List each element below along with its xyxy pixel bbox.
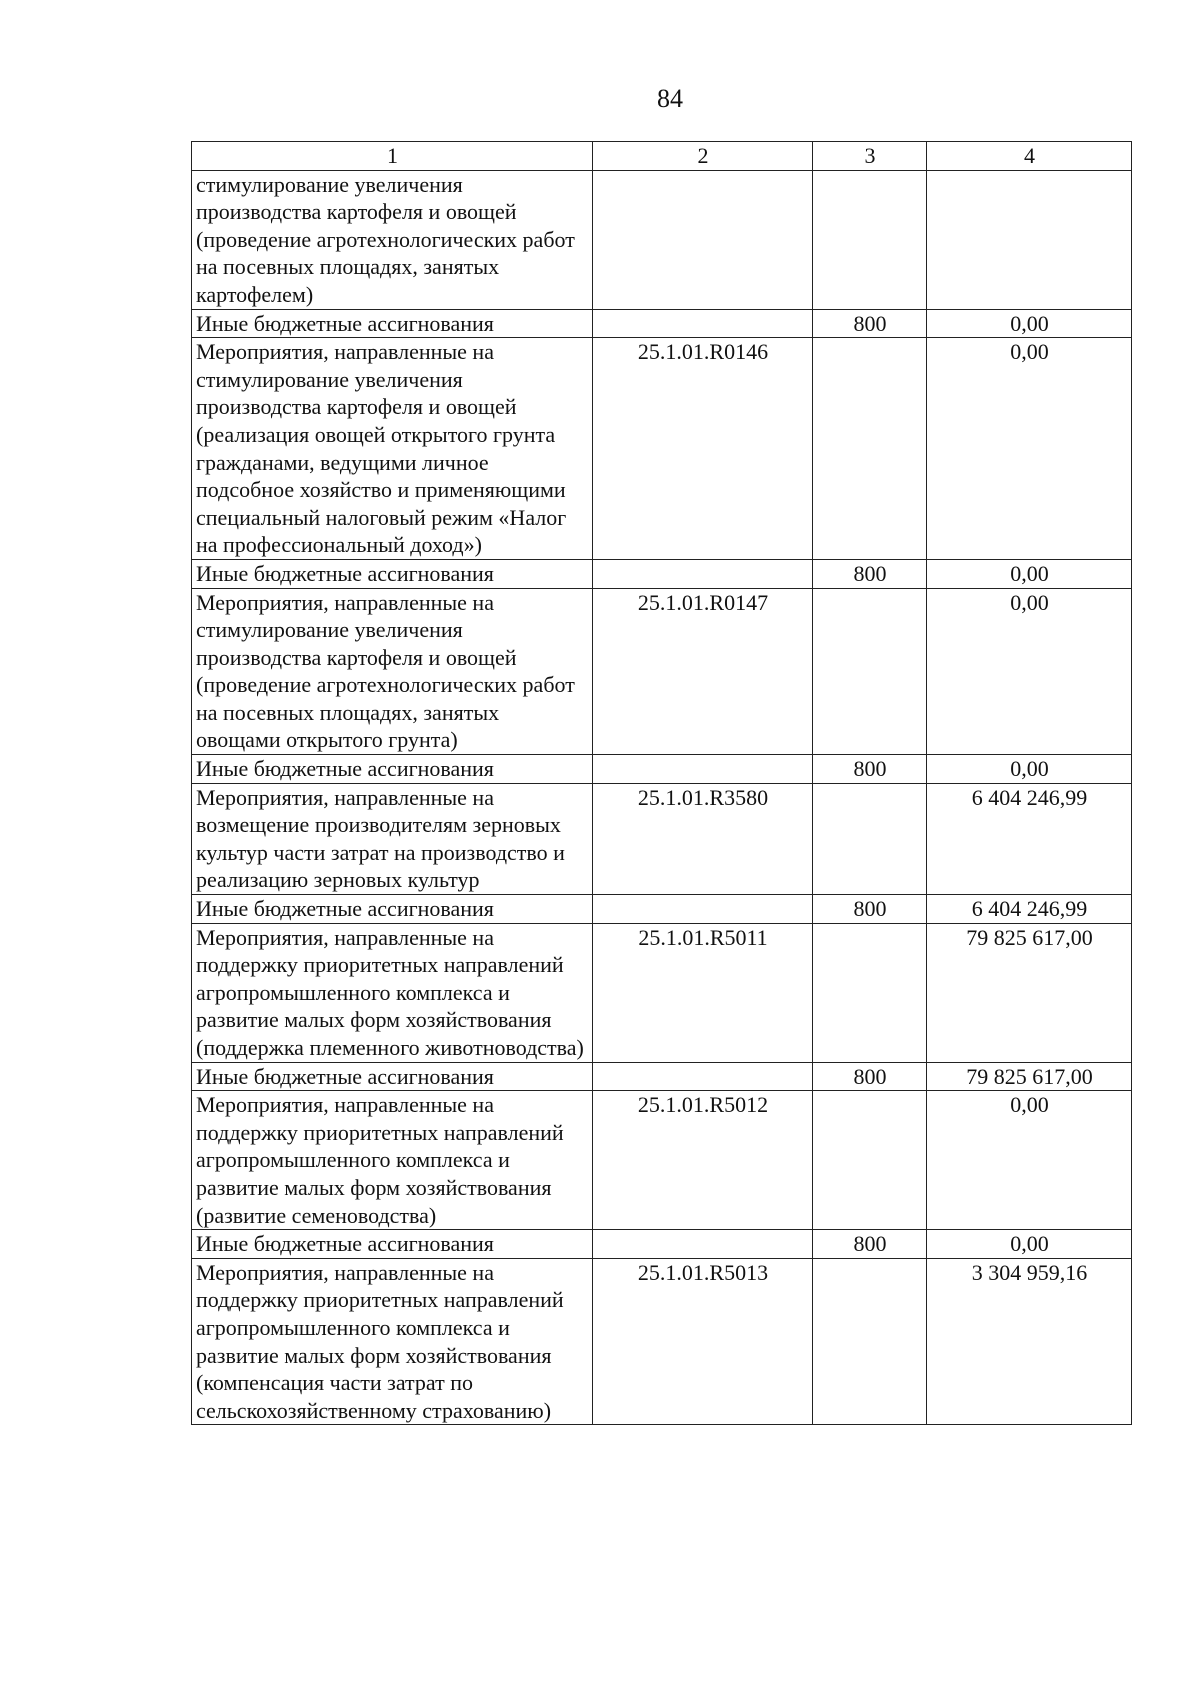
sum-cell: 79 825 617,00 — [927, 1062, 1132, 1091]
table-row — [192, 1258, 1132, 1425]
column-header-3: 3 — [813, 142, 927, 171]
code-cell: 25.1.01.R5012 — [593, 1091, 813, 1230]
sum-cell: 0,00 — [927, 1091, 1132, 1230]
code-cell — [593, 895, 813, 924]
code-cell — [593, 170, 813, 309]
sum-cell: 0,00 — [927, 1230, 1132, 1259]
code-cell — [593, 1062, 813, 1091]
type-cell — [813, 588, 927, 755]
type-cell — [813, 783, 927, 894]
name-cell: Мероприятия, направленные на стимулирование увеличения производства картофеля и овощей (проведение агротехнологических работ на посевных площадях, занятых овощами открытого грунта) — [192, 588, 593, 755]
sum-cell: 0,00 — [927, 309, 1132, 338]
table-row — [192, 1091, 1132, 1230]
code-cell: 25.1.01.R0147 — [593, 588, 813, 755]
code-cell — [593, 559, 813, 588]
type-cell — [813, 1258, 927, 1425]
type-cell: 800 — [813, 559, 927, 588]
table-row — [192, 170, 1132, 309]
code-cell — [593, 1230, 813, 1259]
sum-cell: 3 304 959,16 — [927, 1258, 1132, 1425]
code-cell: 25.1.01.R3580 — [593, 783, 813, 894]
column-header-1: 1 — [192, 142, 593, 171]
sum-cell: 0,00 — [927, 755, 1132, 784]
column-header-4: 4 — [927, 142, 1132, 171]
sum-cell: 6 404 246,99 — [927, 895, 1132, 924]
name-cell: Иные бюджетные ассигнования — [192, 559, 593, 588]
budget-table — [191, 141, 1132, 1425]
name-cell: Мероприятия, направленные на поддержку приоритетных направлений агропромышленного комплекса и развитие малых форм хозяйствования (поддержка племенного животноводства) — [192, 923, 593, 1062]
name-cell: Иные бюджетные ассигнования — [192, 895, 593, 924]
table-row — [192, 338, 1132, 560]
name-cell: Мероприятия, направленные на поддержку приоритетных направлений агропромышленного комплекса и развитие малых форм хозяйствования (компенсация части затрат по сельскохозяйственному страхованию) — [192, 1258, 593, 1425]
name-cell: Мероприятия, направленные на поддержку приоритетных направлений агропромышленного комплекса и развитие малых форм хозяйствования (развитие семеноводства) — [192, 1091, 593, 1230]
table-row — [192, 895, 1132, 924]
type-cell — [813, 923, 927, 1062]
type-cell: 800 — [813, 895, 927, 924]
code-cell: 25.1.01.R5013 — [593, 1258, 813, 1425]
name-cell: Мероприятия, направленные на стимулирование увеличения производства картофеля и овощей (реализация овощей открытого грунта гражданами, ведущими личное подсобное хозяйство и применяющими специальный налоговый режим «Налог на профессиональный доход») — [192, 338, 593, 560]
table-row — [192, 783, 1132, 894]
sum-cell: 0,00 — [927, 588, 1132, 755]
sum-cell: 0,00 — [927, 338, 1132, 560]
name-cell: Иные бюджетные ассигнования — [192, 755, 593, 784]
name-cell: стимулирование увеличения производства картофеля и овощей (проведение агротехнологических работ на посевных площадях, занятых картофелем) — [192, 170, 593, 309]
type-cell: 800 — [813, 755, 927, 784]
table-row — [192, 923, 1132, 1062]
table-row — [192, 309, 1132, 338]
type-cell: 800 — [813, 309, 927, 338]
column-header-2: 2 — [593, 142, 813, 171]
name-cell: Мероприятия, направленные на возмещение производителям зерновых культур части затрат на производство и реализацию зерновых культур — [192, 783, 593, 894]
sum-cell: 0,00 — [927, 559, 1132, 588]
name-cell: Иные бюджетные ассигнования — [192, 309, 593, 338]
sum-cell — [927, 170, 1132, 309]
table-header-row — [192, 142, 1132, 171]
code-cell: 25.1.01.R0146 — [593, 338, 813, 560]
table-row — [192, 1062, 1132, 1091]
table-row — [192, 559, 1132, 588]
sum-cell: 79 825 617,00 — [927, 923, 1132, 1062]
type-cell: 800 — [813, 1062, 927, 1091]
code-cell — [593, 309, 813, 338]
table-row — [192, 755, 1132, 784]
page-number: 84 — [657, 84, 683, 113]
table-row — [192, 588, 1132, 755]
type-cell — [813, 170, 927, 309]
type-cell — [813, 338, 927, 560]
type-cell: 800 — [813, 1230, 927, 1259]
code-cell: 25.1.01.R5011 — [593, 923, 813, 1062]
code-cell — [593, 755, 813, 784]
sum-cell: 6 404 246,99 — [927, 783, 1132, 894]
table-row — [192, 1230, 1132, 1259]
name-cell: Иные бюджетные ассигнования — [192, 1062, 593, 1091]
type-cell — [813, 1091, 927, 1230]
name-cell: Иные бюджетные ассигнования — [192, 1230, 593, 1259]
